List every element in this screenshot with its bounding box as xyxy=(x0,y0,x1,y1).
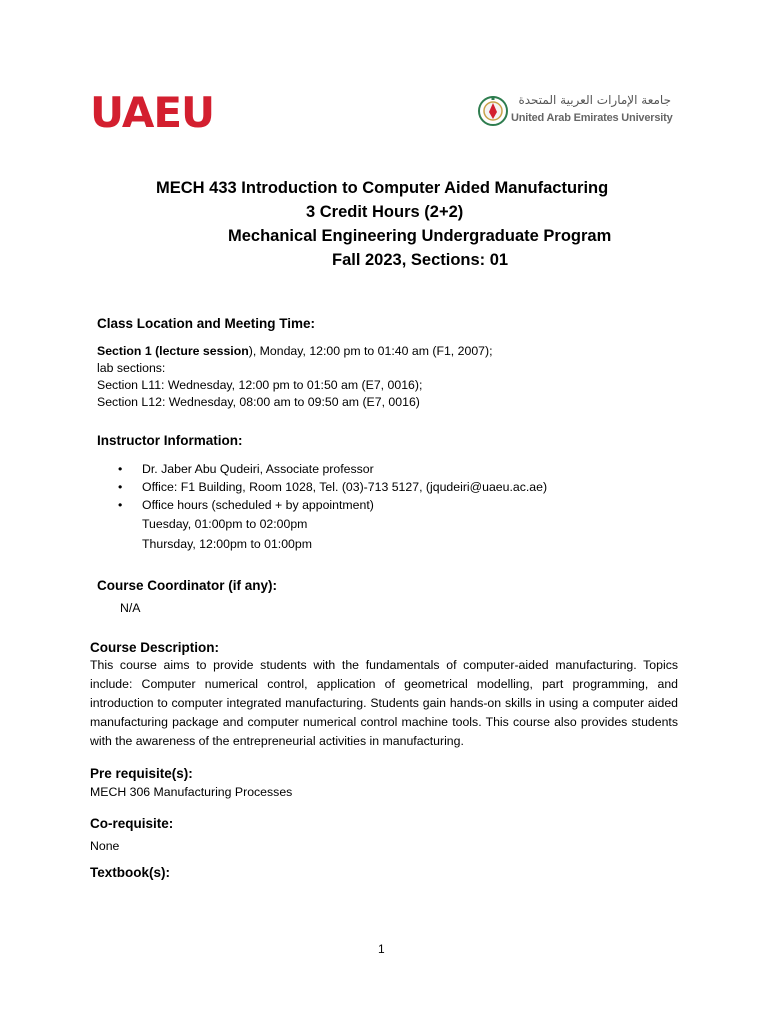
program-name: Mechanical Engineering Undergraduate Program xyxy=(228,227,612,245)
bullet-icon: • xyxy=(118,480,123,494)
class-location-heading: Class Location and Meeting Time: xyxy=(97,316,316,331)
course-title: MECH 433 Introduction to Computer Aided Manufacturing xyxy=(156,179,609,197)
emblem-icon xyxy=(477,92,509,130)
corequisite-value: None xyxy=(90,839,120,853)
instructor-name: Dr. Jaber Abu Qudeiri, Associate professor xyxy=(142,462,374,476)
prerequisite-value: MECH 306 Manufacturing Processes xyxy=(90,785,293,799)
section1-details: ), Monday, 12:00 pm to 01:40 am (F1, 2007); xyxy=(248,344,493,358)
list-item xyxy=(118,534,547,554)
corequisite-heading: Co-requisite: xyxy=(90,816,174,831)
instructor-heading: Instructor Information: xyxy=(97,433,243,448)
list-item xyxy=(118,478,547,496)
description-heading: Course Description: xyxy=(90,640,220,655)
section1-line xyxy=(97,343,493,360)
lab-sections-label: lab sections: xyxy=(97,361,166,375)
office-hours-label: Office hours (scheduled + by appointment) xyxy=(142,498,374,512)
description-text: This course aims to provide students with the fundamentals of computer-aided manufacturing. Topics include: Computer numerical control, application of geometrical modelling, part programming, and introduction to computer integrated manufacturing. Students gain hands-on skills in using a computer aided manufacturing package and computer numerical control machine tools. This course also provides students with the awareness of the entrepreneurial activities in manufacturing. xyxy=(90,658,678,748)
instructor-list xyxy=(118,460,547,554)
section1-label: Section 1 (lecture session xyxy=(97,344,249,358)
list-item xyxy=(118,514,547,534)
coordinator-heading: Course Coordinator (if any): xyxy=(97,578,278,593)
office-hours-tuesday: Tuesday, 01:00pm to 02:00pm xyxy=(142,517,308,531)
term-sections: Fall 2023, Sections: 01 xyxy=(332,251,509,269)
list-item xyxy=(118,460,547,478)
textbook-heading: Textbook(s): xyxy=(90,865,170,880)
coordinator-value: N/A xyxy=(120,601,141,615)
bullet-icon: • xyxy=(118,462,123,476)
bullet-icon: • xyxy=(118,498,123,512)
prerequisite-heading: Pre requisite(s): xyxy=(90,766,193,781)
credit-hours: 3 Credit Hours (2+2) xyxy=(306,203,464,221)
lab-section-l12: Section L12: Wednesday, 08:00 am to 09:50 am (E7, 0016) xyxy=(97,395,420,409)
uaeu-logo: UAEU xyxy=(90,88,215,137)
list-item xyxy=(118,496,547,514)
lab-section-l11: Section L11: Wednesday, 12:00 pm to 01:50 am (E7, 0016); xyxy=(97,378,423,392)
university-logo xyxy=(477,92,677,132)
university-name-arabic: جامعة الإمارات العربية المتحدة xyxy=(518,93,671,107)
instructor-office: Office: F1 Building, Room 1028, Tel. (03)-713 5127, (jqudeiri@uaeu.ac.ae) xyxy=(142,480,548,494)
office-hours-thursday: Thursday, 12:00pm to 01:00pm xyxy=(142,537,312,551)
page-number: 1 xyxy=(378,942,385,956)
university-name-english: United Arab Emirates University xyxy=(511,112,673,124)
